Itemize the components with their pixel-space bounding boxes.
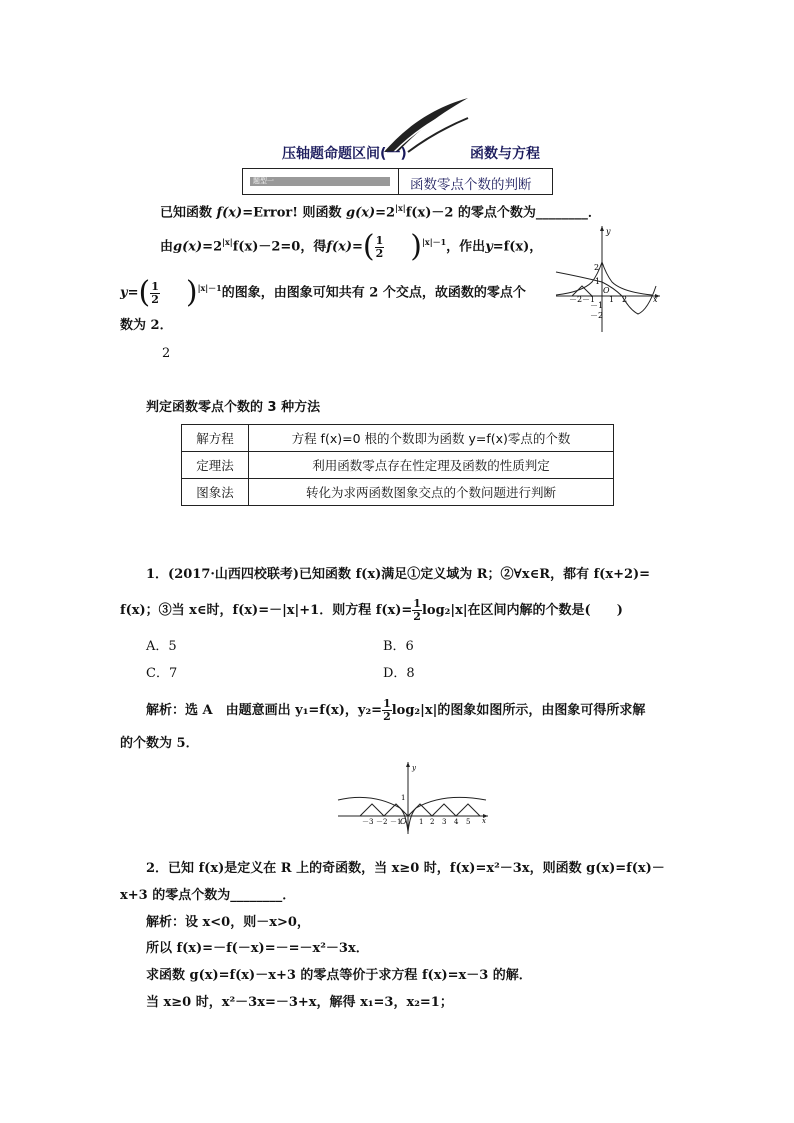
topic-title: 函数与方程	[470, 146, 540, 162]
example-solution-line1: 由$g(x)=2^{|x|}f(x)-2=0$，得f(x)=( $\frac{1}{2}$ )$^{|x|-1}$，作出y=f(x)，	[160, 229, 543, 264]
topic-box-label: 函数零点个数的判断	[410, 177, 532, 193]
topic-box-tag-text: 题型一	[253, 177, 274, 185]
option-d: D．8	[383, 666, 415, 681]
problem-1-line1: 1．(2017·山西四校联考)已知函数 f(x)满足①定义域为 R；②∀x∈R，都有 f(x+2)=	[146, 567, 651, 582]
section-title: 压轴题命题区间(一)	[282, 146, 407, 162]
graph-1-label-y2: 2	[594, 263, 600, 272]
graph-1-x-label: x	[653, 295, 658, 304]
table-row	[182, 425, 614, 452]
graph-1-label-y1: 1	[595, 277, 601, 286]
graph-2-tick-m3: －3	[362, 818, 374, 826]
topic-box	[242, 168, 553, 195]
graph-2-tick-4: 4	[454, 818, 459, 826]
methods-table	[181, 424, 614, 506]
graph-2-y-label: y	[412, 764, 416, 772]
option-b: B．6	[383, 639, 414, 654]
example-solution-line2: y=( $\frac{1}{2}$ )$^{|x|-1}$的图象，由图象可知共有 2 个交点，故函数的零点个	[120, 275, 526, 310]
graph-2	[336, 760, 492, 836]
graph-1-label-x1: 1	[609, 295, 615, 304]
problem-2-analysis-1: 解析：设 x<0，则－x>0，	[146, 915, 310, 930]
stray-number: 2	[162, 346, 171, 361]
option-a: A．5	[146, 639, 177, 654]
graph-1-label-ym1: －1	[590, 301, 604, 310]
graph-2-x-label: x	[482, 817, 486, 825]
problem-1-analysis: 解析：选 A 由题意画出 y₁=f(x)，y₂= $\frac{1}{2}$ log₂|x|的图象如图所示，由图象可得所求解	[146, 697, 646, 723]
problem-2-analysis-3: 求函数 g(x)=f(x)－x+3 的零点等价于求方程 f(x)=x－3 的解．	[146, 968, 532, 983]
problem-1-line2: f(x)；③当 x∈时，f(x)=－|x|+1．则方程 f(x)= $\frac{1}{2}$ log₂|x|在区间内解的个数是( )	[120, 597, 623, 623]
graph-1-label-xm1: －1	[582, 295, 596, 304]
topic-box-divider	[398, 169, 399, 194]
problem-2-analysis-2: 所以 f(x)=－f(－x)=－=－x²－3x．	[146, 941, 369, 956]
graph-1-y-label: y	[606, 227, 611, 236]
table-row	[182, 479, 614, 506]
method-desc: 转化为求两函数图象交点的个数问题进行判断	[249, 479, 614, 506]
table-row	[182, 452, 614, 479]
graph-1-label-ym2: －2	[590, 311, 604, 320]
graph-2-origin: O	[400, 817, 407, 826]
graph-2-tick-5: 5	[466, 818, 471, 826]
graph-2-tick-2: 2	[430, 818, 435, 826]
problem-2-line1: 2．已知 f(x)是定义在 R 上的奇函数，当 x≥0 时，f(x)=x²－3x，则函数 g(x)=f(x)－	[146, 861, 665, 876]
graph-2-tick-m1: －1	[390, 818, 402, 826]
problem-1-analysis-2: 的个数为 5．	[120, 736, 199, 751]
graph-1-origin: O	[603, 286, 610, 295]
graph-1-label-x2: 2	[622, 295, 628, 304]
method-name: 定理法	[182, 452, 249, 479]
graph-1	[552, 222, 664, 334]
example-question: 已知函数 f(x)=Error! 则函数 $g(x)=2^{|x|}f(x)-2$ 的零点个数为________．	[160, 203, 601, 221]
method-name: 图象法	[182, 479, 249, 506]
graph-1-label-xm2: －2	[569, 295, 583, 304]
option-c: C．7	[146, 666, 178, 681]
graph-2-tick-3: 3	[442, 818, 447, 826]
method-name: 解方程	[182, 425, 249, 452]
graph-2-one: 1	[401, 794, 406, 802]
method-desc: 方程 f(x)=0 根的个数即为函数 y=f(x)零点的个数	[249, 425, 614, 452]
method-desc: 利用函数零点存在性定理及函数的性质判定	[249, 452, 614, 479]
graph-2-tick-m2: －2	[376, 818, 388, 826]
problem-2-analysis-4: 当 x≥0 时，x²－3x=－3+x，解得 x₁=3，x₂=1；	[146, 995, 453, 1010]
graph-2-tick-1: 1	[419, 818, 424, 826]
methods-heading: 判定函数零点个数的 3 种方法	[146, 400, 321, 415]
example-solution-line3: 数为 2．	[120, 318, 173, 333]
problem-2-line2: x+3 的零点个数为________．	[120, 888, 296, 903]
